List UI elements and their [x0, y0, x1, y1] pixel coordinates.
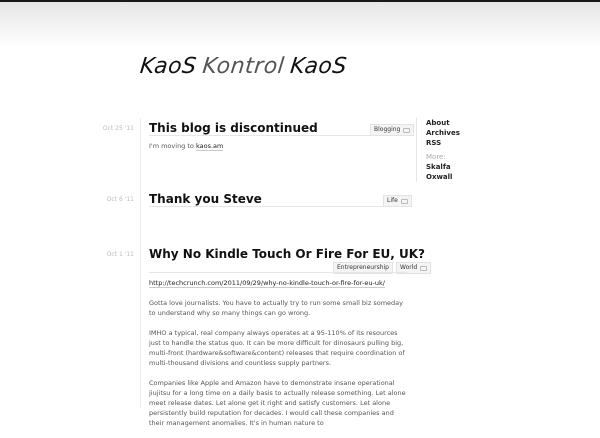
body-paragraph: Companies like Apple and Amazon have to demonstrate insane operational jiujitsu for a long time on a daily basis to actually release something. Let alone meet release dates. Let alone get it right and satisfy customers. Let alone persistently build reputation for decades. I would call these companies and their management anomalies. It's in human nature to [149, 379, 406, 427]
tag-icon [420, 266, 427, 271]
post-tags [383, 195, 412, 207]
sidebar-link-skalfa[interactable]: Skalfa [426, 163, 451, 171]
sidebar-link-about[interactable]: About [426, 119, 450, 127]
logo-word-left: KaoS [138, 54, 198, 79]
post-title[interactable]: This blog is discontinued [149, 121, 318, 135]
tag-label: World [399, 264, 418, 271]
tag-label: Life [387, 197, 398, 204]
top-bar [0, 0, 600, 48]
sidebar-link-oxwall[interactable]: Oxwall [426, 173, 453, 181]
post-date: Oct 1 '11 [106, 251, 134, 258]
site-logo[interactable] [139, 54, 349, 79]
post-title[interactable]: Why No Kindle Touch Or Fire For EU, UK? [149, 247, 426, 261]
title-divider [149, 206, 407, 207]
post-date: Oct 25 '11 [102, 125, 134, 132]
post-date: Oct 6 '11 [106, 196, 134, 203]
body-link[interactable]: kaos.am [195, 142, 224, 150]
body-paragraph: IMHO a typical, real company always operates at a 95-110% of its resources just to handle the status quo. It can be more difficult for dinosaurs pulling big, multi-front (hardware&software&content) releases that require coordination of multi-thousand divisions and countless supply partners. [149, 329, 405, 367]
body-paragraph: Gotta love journalists. You have to actually try to run some small biz someday to understand why so many things can go wrong. [149, 299, 403, 317]
post-body [149, 278, 411, 438]
title-divider [149, 135, 407, 136]
title-divider [149, 272, 407, 273]
sidebar [416, 118, 496, 182]
tag[interactable] [370, 124, 414, 136]
tag[interactable] [383, 195, 412, 207]
timeline-line [140, 118, 141, 408]
post-title[interactable]: Thank you Steve [149, 192, 262, 206]
logo-word-right: KaoS [289, 54, 349, 79]
tag-label: Blogging [374, 126, 401, 133]
sidebar-link-rss[interactable]: RSS [426, 139, 442, 147]
body-text: I'm moving to [149, 142, 196, 150]
body-link[interactable]: http://techcrunch.com/2011/09/29/why-no-kindle-touch-or-fire-for-eu-uk/ [149, 279, 385, 287]
logo-word-mid: Kontrol [201, 54, 286, 79]
post-body [149, 141, 411, 161]
tag-label: Entrepreneurship [337, 264, 389, 271]
sidebar-link-archives[interactable]: Archives [426, 129, 460, 137]
sidebar-more-label: More: [426, 153, 446, 161]
tag-icon [403, 128, 410, 133]
post-tags [370, 124, 414, 136]
tag-icon [401, 199, 408, 204]
